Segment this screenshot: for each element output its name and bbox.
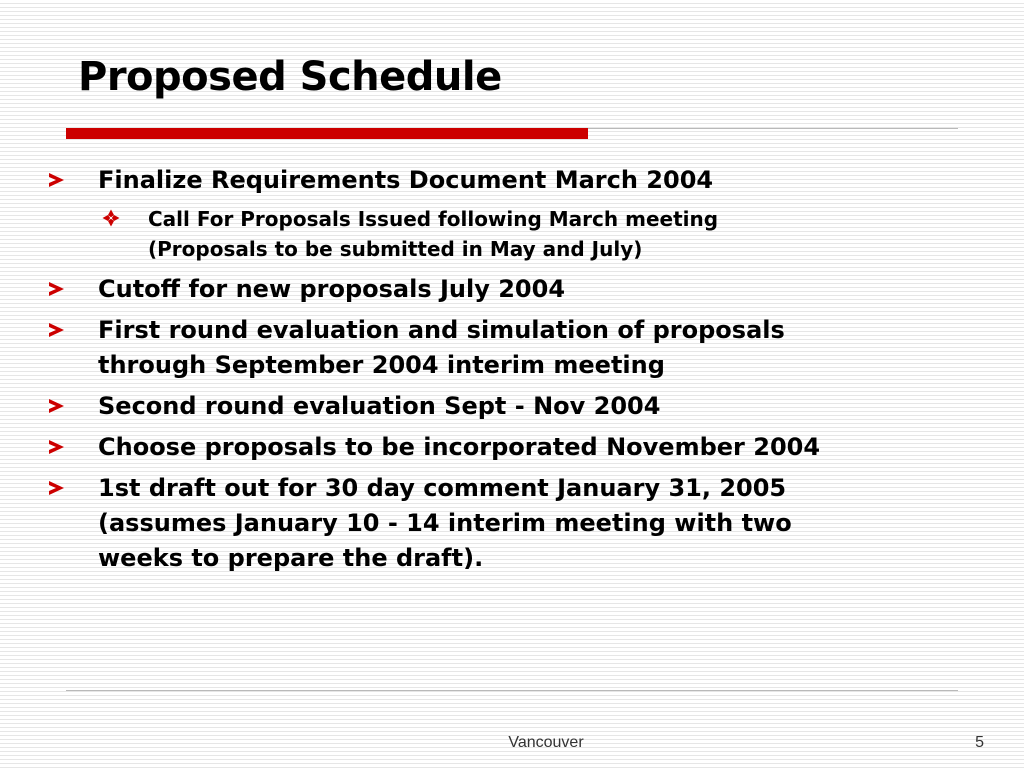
bullet-text: First round evaluation and simulation of proposals: [98, 316, 785, 344]
diamond-icon: [102, 209, 120, 227]
bullet-text: (assumes January 10 - 14 interim meeting with two: [98, 509, 792, 537]
slide-title: Proposed Schedule: [78, 54, 502, 100]
arrow-icon: [49, 481, 64, 495]
bullet-list: [48, 163, 988, 582]
sub-bullet-list: [48, 204, 988, 264]
sub-bullet-item: [98, 204, 988, 264]
bullet-item: [48, 430, 988, 465]
sub-bullet-text: Call For Proposals Issued following March meeting: [148, 207, 719, 231]
bullet-text: through September 2004 interim meeting: [98, 351, 665, 379]
bullet-text: Choose proposals to be incorporated November 2004: [98, 433, 821, 461]
footer-text: Vancouver: [508, 734, 584, 751]
bullet-item: [48, 163, 988, 198]
title-accent-bar: [66, 128, 588, 139]
arrow-icon: [49, 173, 64, 187]
sub-bullet-text: (Proposals to be submitted in May and July): [148, 237, 643, 261]
arrow-icon: [49, 323, 64, 337]
bullet-text: 1st draft out for 30 day comment January 31, 2005: [98, 474, 787, 502]
bullet-text: Second round evaluation Sept - Nov 2004: [98, 392, 661, 420]
arrow-icon: [49, 399, 64, 413]
arrow-icon: [49, 282, 64, 296]
footer-divider: [66, 690, 958, 691]
bullet-item: [48, 389, 988, 424]
bullet-item: [48, 313, 988, 383]
bullet-text: weeks to prepare the draft).: [98, 544, 484, 572]
bullet-item: [48, 272, 988, 307]
bullet-text: Cutoff for new proposals July 2004: [98, 275, 566, 303]
bullet-text: Finalize Requirements Document March 2004: [98, 166, 714, 194]
bullet-item: [48, 471, 988, 576]
sub-bullet-group: [48, 204, 988, 264]
page-number: 5: [975, 734, 984, 751]
arrow-icon: [49, 440, 64, 454]
